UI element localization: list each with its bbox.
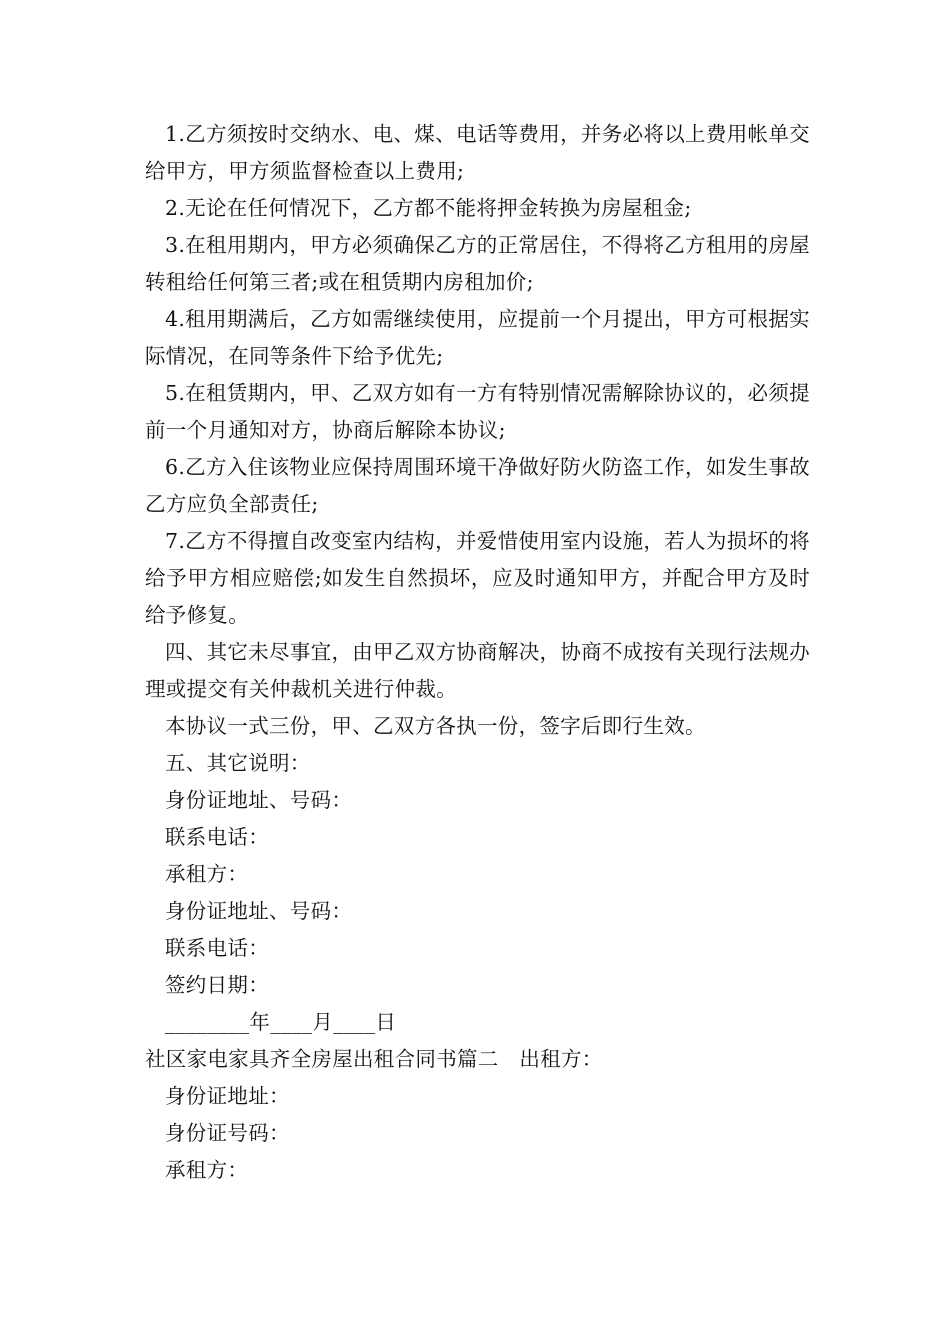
id-address-field-3: 身份证地址： — [165, 1084, 290, 1108]
clause-4: 4.租用期满后，乙方如需继续使用，应提前一个月提出，甲方可根据实际情况，在同等条件下给予优先; — [145, 307, 810, 368]
clause-2: 2.无论在任何情况下，乙方都不能将押金转换为房屋租金; — [165, 196, 692, 220]
clause-1: 1.乙方须按时交纳水、电、煤、电话等费用，并务必将以上费用帐单交给甲方，甲方须监督检查以上费用; — [145, 122, 810, 183]
id-address-field-2: 身份证地址、号码： — [165, 899, 353, 923]
id-number-field: 身份证号码： — [165, 1121, 290, 1145]
tenant-field-2: 承租方： — [165, 1158, 249, 1182]
section-five-heading: 五、其它说明： — [165, 751, 311, 775]
copies-statement: 本协议一式三份，甲、乙双方各执一份，签字后即行生效。 — [165, 714, 706, 738]
clause-3: 3.在租用期内，甲方必须确保乙方的正常居住，不得将乙方租用的房屋转租给任何第三者;或在租赁期内房租加价; — [145, 233, 810, 294]
clause-5: 5.在租赁期内，甲、乙双方如有一方有特别情况需解除协议的，必须提前一个月通知对方，协商后解除本协议; — [145, 381, 810, 442]
id-address-field-1: 身份证地址、号码： — [165, 788, 353, 812]
clause-7: 7.乙方不得擅自改变室内结构，并爱惜使用室内设施，若人为损坏的将给予甲方相应赔偿;如发生自然损坏，应及时通知甲方，并配合甲方及时给予修复。 — [145, 529, 810, 627]
sign-date-blanks: ________年____月____日 — [165, 1010, 397, 1034]
phone-field-1: 联系电话： — [165, 825, 269, 849]
phone-field-2: 联系电话： — [165, 936, 269, 960]
tenant-field-1: 承租方： — [165, 862, 249, 886]
document-page — [145, 116, 810, 1189]
section-four: 四、其它未尽事宜，由甲乙双方协商解决，协商不成按有关现行法规办理或提交有关仲裁机关进行仲裁。 — [145, 640, 810, 701]
clause-6: 6.乙方入住该物业应保持周围环境干净做好防火防盗工作，如发生事故乙方应负全部责任; — [145, 455, 810, 516]
sign-date-label: 签约日期： — [165, 973, 269, 997]
contract-two-heading: 社区家电家具齐全房屋出租合同书篇二 出租方： — [145, 1047, 603, 1071]
